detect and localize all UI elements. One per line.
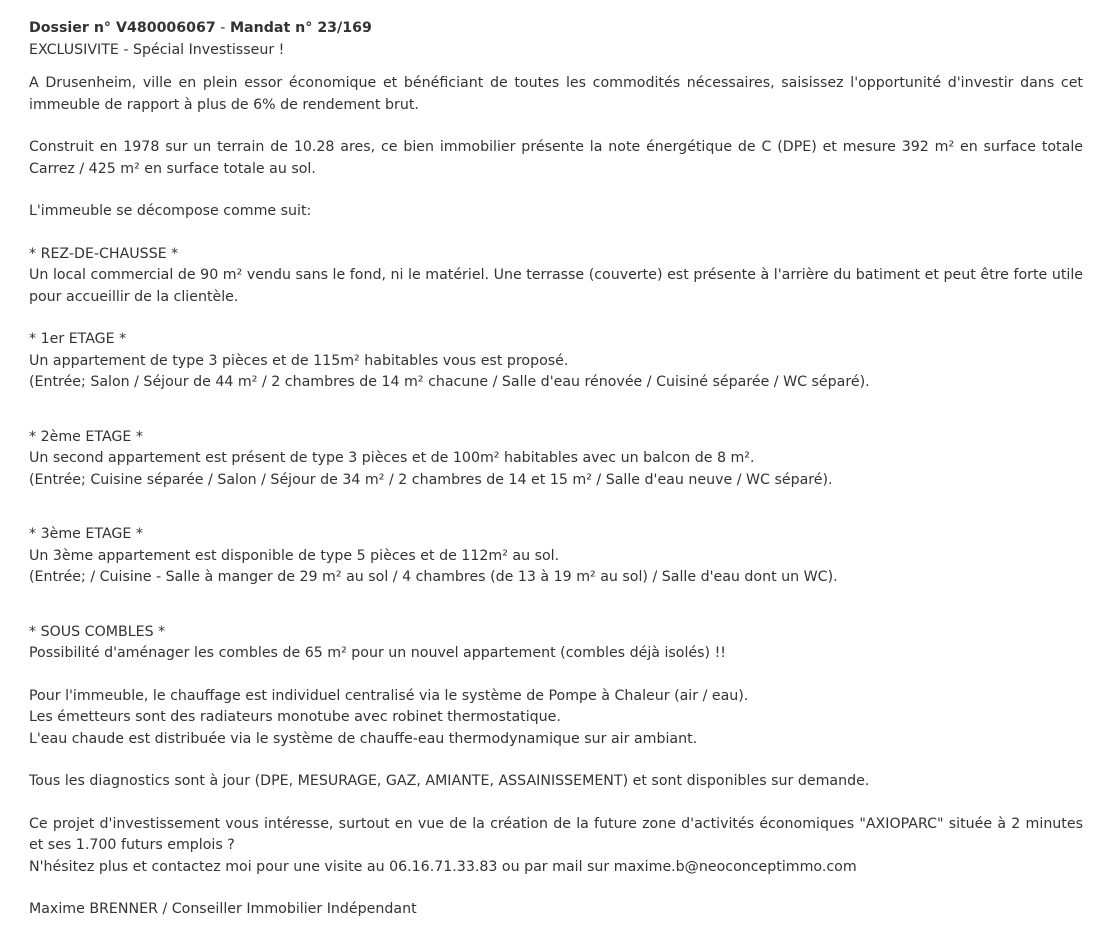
section-sous-combles bbox=[29, 622, 1083, 665]
section-title: * REZ-DE-CHAUSSE * bbox=[29, 245, 179, 262]
section-text: Un local commercial de 90 m² vendu sans le fond, ni le matériel. Une terrasse (couverte) est présente à l'arrière du batiment et peut être forte utile pour accueillir de la clientèle. bbox=[29, 267, 1083, 305]
construction-paragraph: Construit en 1978 sur un terrain de 10.28 ares, ce bien immobilier présente la note énergétique de C (DPE) et mesure 392 m² en surface totale Carrez / 425 m² en surface totale au sol. bbox=[29, 139, 1083, 177]
contact-paragraph bbox=[29, 814, 1083, 879]
diagnostics-paragraph: Tous les diagnostics sont à jour (DPE, MESURAGE, GAZ, AMIANTE, ASSAINISSEMENT) et sont disponibles sur demande. bbox=[29, 773, 870, 789]
contact-text: N'hésitez plus et contactez moi pour une visite au 06.16.71.33.83 ou par mail sur maxime.b@neoconceptimmo.com bbox=[29, 858, 857, 875]
section-text: (Entrée; / Cuisine - Salle à manger de 29 m² au sol / 4 chambres (de 13 à 19 m² au sol) / Salle d'eau dont un WC). bbox=[29, 569, 838, 585]
decomposition-paragraph: L'immeuble se décompose comme suit: bbox=[29, 203, 312, 219]
section-text: Un appartement de type 3 pièces et de 115m² habitables vous est proposé. bbox=[29, 352, 569, 369]
section-text: Un second appartement est présent de type 3 pièces et de 100m² habitables avec un balcon de 8 m². bbox=[29, 450, 755, 466]
reference-line bbox=[29, 18, 1083, 40]
section-title: * 1er ETAGE * bbox=[29, 331, 127, 347]
section-title: * SOUS COMBLES * bbox=[29, 623, 166, 640]
project-text: Ce projet d'investissement vous intéresse, surtout en vue de la création de la future zone d'activités économiques "AXIOPARC" située à 2 minutes et ses 1.700 futurs emplois ? bbox=[29, 815, 1083, 853]
section-text: Possibilité d'aménager les combles de 65 m² pour un nouvel appartement (combles déjà isolés) !! bbox=[29, 645, 726, 661]
section-etage-1 bbox=[29, 329, 1083, 394]
intro-paragraph: A Drusenheim, ville en plein essor économique et bénéficiant de toutes les commodités nécessaires, saisissez l'opportunité d'investir dans cet immeuble de rapport à plus de 6% de rendement brut. bbox=[29, 75, 1083, 113]
heating-text: L'eau chaude est distribuée via le système de chauffe-eau thermodynamique sur air ambiant. bbox=[29, 730, 698, 747]
section-text: (Entrée; Cuisine séparée / Salon / Séjour de 34 m² / 2 chambres de 14 et 15 m² / Salle d'eau neuve / WC séparé). bbox=[29, 471, 833, 488]
section-title: * 3ème ETAGE * bbox=[29, 526, 143, 542]
signature: Maxime BRENNER / Conseiller Immobilier Indépendant bbox=[29, 901, 417, 917]
section-etage-3 bbox=[29, 524, 1083, 589]
heating-paragraph bbox=[29, 686, 1083, 751]
section-etage-2 bbox=[29, 427, 1083, 492]
tagline: EXCLUSIVITE - Spécial Investisseur ! bbox=[29, 41, 285, 58]
reference-separator: - bbox=[215, 20, 230, 36]
listing-header bbox=[29, 18, 1083, 61]
mandat-number: Mandat n° 23/169 bbox=[229, 20, 372, 36]
heating-text: Pour l'immeuble, le chauffage est individuel centralisé via le système de Pompe à Chaleur (air / eau). bbox=[29, 687, 749, 704]
dossier-number: Dossier n° V480006067 bbox=[29, 20, 216, 36]
section-title: * 2ème ETAGE * bbox=[29, 428, 143, 445]
section-text: (Entrée; Salon / Séjour de 44 m² / 2 chambres de 14 m² chacune / Salle d'eau rénovée / Cuisiné séparée / WC séparé). bbox=[29, 374, 870, 390]
section-rez-de-chausse bbox=[29, 244, 1083, 309]
section-text: Un 3ème appartement est disponible de type 5 pièces et de 112m² au sol. bbox=[29, 547, 560, 564]
listing-description bbox=[29, 18, 1083, 942]
heating-text: Les émetteurs sont des radiateurs monotube avec robinet thermostatique. bbox=[29, 709, 561, 725]
